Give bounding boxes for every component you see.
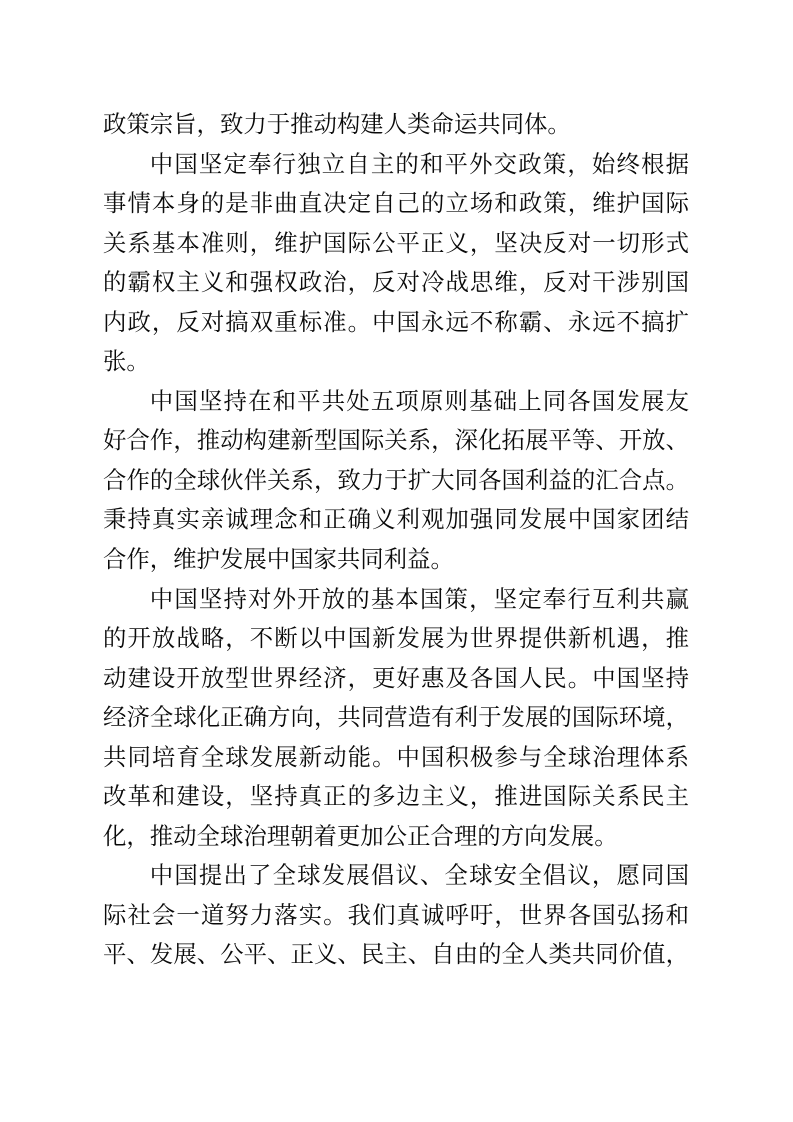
text-line: 平、发展、公平、正义、民主、自由的全人类共同价值， (103, 942, 689, 969)
text-line: 秉持真实亲诚理念和正确义利观加强同发展中国家团结 (103, 507, 689, 534)
text-line: 张。 (103, 349, 150, 376)
text-line: 合作的全球伙伴关系，致力于扩大同各国利益的汇合点。 (103, 467, 689, 494)
text-line: 动建设开放型世界经济，更好惠及各国人民。中国坚持 (103, 665, 689, 692)
text-line: 的霸权主义和强权政治，反对冷战思维，反对干涉别国 (103, 270, 689, 297)
text-line: 关系基本准则，维护国际公平正义，坚决反对一切形式 (103, 230, 689, 257)
text-line: 经济全球化正确方向，共同营造有利于发展的国际环境， (103, 705, 689, 732)
text-line: 事情本身的是非曲直决定自己的立场和政策，维护国际 (103, 191, 689, 218)
text-line: 际社会一道努力落实。我们真诚呼吁，世界各国弘扬和 (103, 902, 689, 929)
text-line: 中国坚持对外开放的基本国策，坚定奉行互利共赢 (149, 586, 689, 613)
text-line: 合作，维护发展中国家共同利益。 (103, 547, 454, 574)
text-block (103, 106, 689, 976)
text-line: 中国坚持在和平共处五项原则基础上同各国发展友 (149, 388, 689, 415)
text-line: 好合作，推动构建新型国际关系，深化拓展平等、开放、 (103, 428, 689, 455)
text-line: 中国提出了全球发展倡议、全球安全倡议，愿同国 (149, 863, 689, 890)
text-line: 改革和建设，坚持真正的多边主义，推进国际关系民主 (103, 784, 689, 811)
text-line: 中国坚定奉行独立自主的和平外交政策，始终根据 (149, 151, 689, 178)
text-line: 政策宗旨，致力于推动构建人类命运共同体。 (103, 112, 571, 138)
text-line: 共同培育全球发展新动能。中国积极参与全球治理体系 (103, 744, 689, 771)
text-line: 的开放战略，不断以中国新发展为世界提供新机遇，推 (103, 626, 689, 653)
text-line: 内政，反对搞双重标准。中国永远不称霸、永远不搞扩 (103, 309, 689, 336)
text-line: 化，推动全球治理朝着更加公正合理的方向发展。 (103, 823, 618, 850)
